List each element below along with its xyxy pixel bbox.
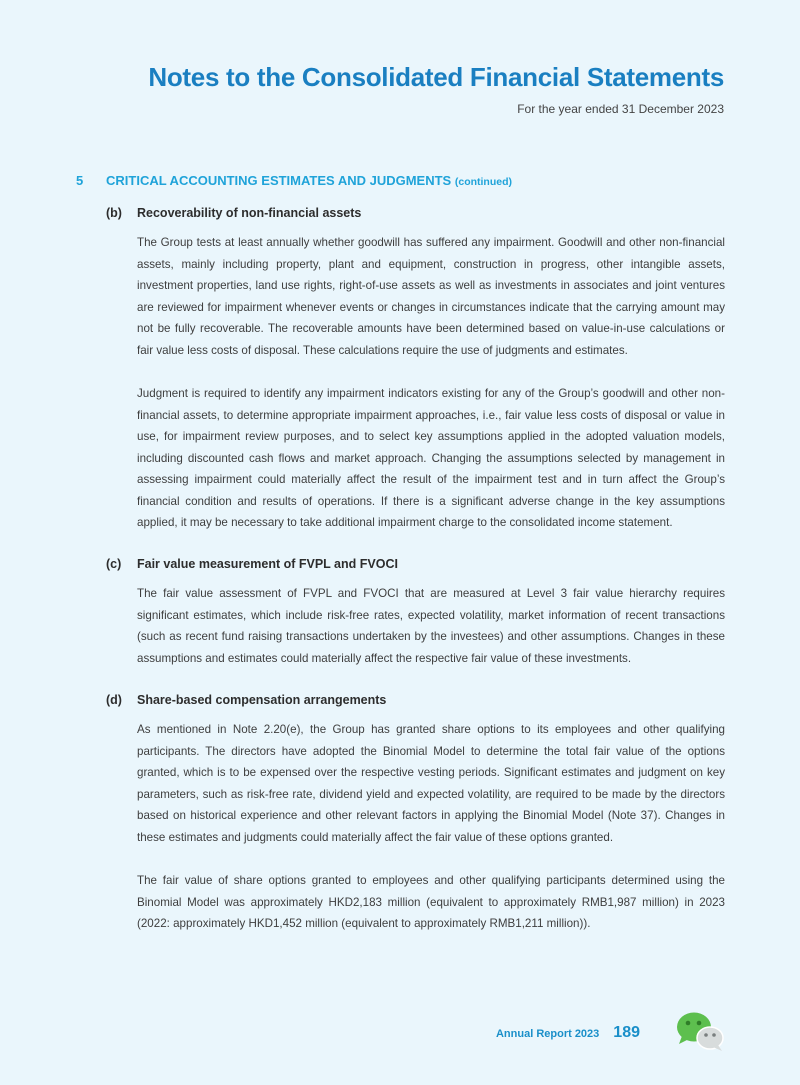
subsection-title: Recoverability of non-financial assets bbox=[137, 206, 362, 220]
section-heading bbox=[76, 173, 512, 188]
section-continued: (continued) bbox=[454, 176, 513, 188]
paragraph: As mentioned in Note 2.20(e), the Group has granted share options to its employees and other qualifying participants. The directors have adopted the Binomial Model to determine the total fair value of the options granted, which is to be expensed over the respective vesting periods. Significant estimates and judgment on key parameters, such as risk-free rate, dividend yield and expected volatility, are required to be made by the directors based on historical experience and other relevant factors in applying the Binomial Model (Note 37). Changes in these estimates and judgments could materially affect the fair value of these options granted. bbox=[137, 723, 725, 844]
footer-label: Annual Report 2023 bbox=[495, 1028, 600, 1040]
subsection-title: Share-based compensation arrangements bbox=[137, 693, 387, 707]
page-footer bbox=[496, 1024, 640, 1042]
subsection-letter: (d) bbox=[106, 693, 122, 707]
paragraph: The fair value of share options granted to employees and other qualifying participants determined using the Binomial Model was approximately HKD2,183 million (equivalent to approximately RMB1,987 million) in 2023 (2022: approximately HKD1,452 million (equivalent to approximately RMB1,211 million)). bbox=[137, 874, 725, 930]
subsection-heading-b bbox=[106, 206, 361, 220]
section-title: CRITICAL ACCOUNTING ESTIMATES AND JUDGMENTS bbox=[106, 173, 452, 188]
wechat-logo-icon bbox=[676, 1011, 726, 1058]
subsection-heading-d bbox=[106, 693, 386, 707]
subsection-letter: (b) bbox=[106, 206, 122, 220]
page-title: Notes to the Consolidated Financial Statements bbox=[148, 62, 724, 92]
paragraph: The Group tests at least annually whether goodwill has suffered any impairment. Goodwill and other non-financial assets, mainly including property, plant and equipment, construction in progress, other intangible assets, investment properties, land use rights, right-of-use assets as well as investments in associates and joint ventures are reviewed for impairment whenever events or changes in circumstances indicate that the carrying amount may not be fully recoverable. The recoverable amounts have been determined based on value-in-use calculations or fair value less costs of disposal. These calculations require the use of judgments and estimates. bbox=[137, 236, 725, 357]
paragraph: Judgment is required to identify any impairment indicators existing for any of the Group’s goodwill and other non-financial assets, to determine appropriate impairment approaches, i.e., fair value less costs of disposal or value in use, for impairment review purposes, and to select key assumptions applied in the adopted valuation models, including discounted cash flows and market approach. Changing the assumptions selected by management in assessing impairment could materially affect the result of the impairment test and in turn affect the Group’s financial condition and results of operations. If there is a significant adverse change in the key assumptions applied, it may be necessary to take additional impairment charge to the consolidated income statement. bbox=[137, 387, 725, 529]
section-number: 5 bbox=[76, 173, 84, 188]
paragraph: The fair value assessment of FVPL and FVOCI that are measured at Level 3 fair value hierarchy requires significant estimates, which include risk-free rates, expected volatility, market information of recent transactions (such as recent fund raising transactions undertaken by the investees) and other assumptions. Changes in these assumptions and estimates could materially affect the respective fair value of these investments. bbox=[137, 587, 725, 665]
subsection-letter: (c) bbox=[106, 557, 122, 571]
subsection-title: Fair value measurement of FVPL and FVOCI bbox=[137, 557, 398, 571]
page-number: 189 bbox=[613, 1024, 640, 1041]
page-subtitle: For the year ended 31 December 2023 bbox=[517, 102, 724, 116]
subsection-heading-c bbox=[106, 557, 398, 571]
